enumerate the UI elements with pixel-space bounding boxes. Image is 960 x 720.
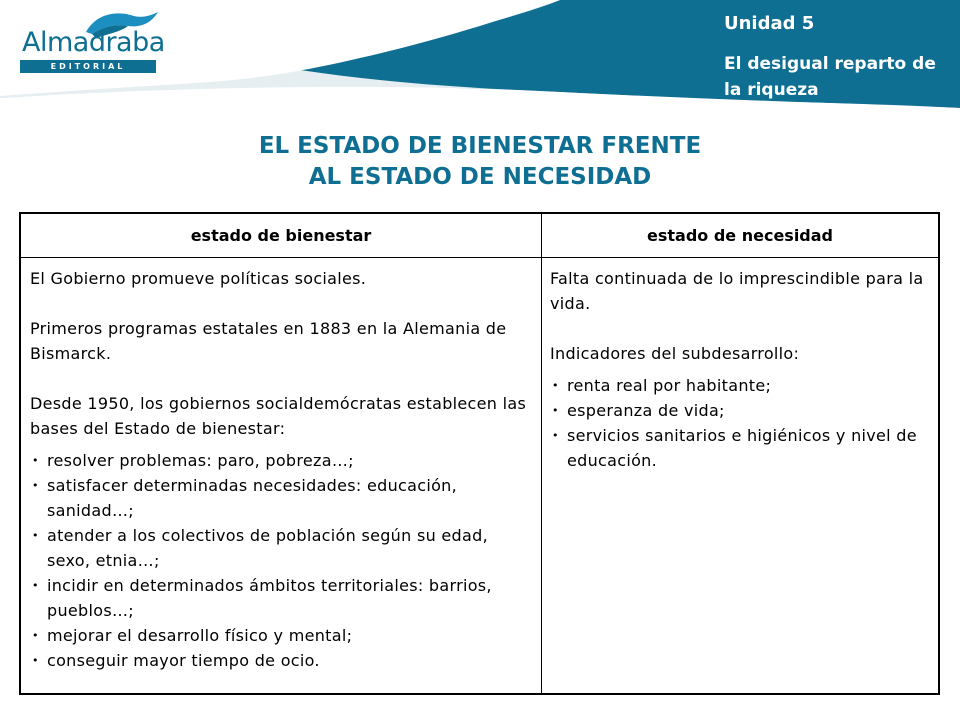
column-divider [541, 214, 542, 693]
list-item [550, 373, 932, 398]
bullet-icon: • [552, 379, 559, 392]
necesidad-list [550, 373, 932, 473]
bullet-icon: • [32, 454, 39, 467]
list-item-text: esperanza de vida; [567, 401, 725, 420]
column-header-bienestar: estado de bienestar [190, 226, 372, 245]
brand-subtitle: EDITORIAL [20, 60, 156, 73]
list-item-text: atender a los colectivos de población según su edad, sexo, etnia…; [47, 526, 488, 570]
list-item [30, 648, 535, 673]
bullet-icon: • [32, 629, 39, 642]
bienestar-list [30, 448, 535, 673]
cell-bienestar [30, 266, 535, 673]
paragraph: El Gobierno promueve políticas sociales. [30, 269, 367, 288]
list-item [30, 473, 535, 523]
paragraph: Falta continuada de lo imprescindible para la vida. [550, 269, 924, 313]
bullet-icon: • [552, 404, 559, 417]
list-item-text: conseguir mayor tiempo de ocio. [47, 651, 320, 670]
list-item-text: servicios sanitarios e higiénicos y nivel de educación. [567, 426, 917, 470]
column-header-necesidad: estado de necesidad [647, 226, 833, 245]
list-item-text: incidir en determinados ámbitos territoriales: barrios, pueblos…; [47, 576, 492, 620]
page-title-line-1: EL ESTADO DE BIENESTAR FRENTE [258, 133, 702, 159]
list-item [30, 448, 535, 473]
bullet-icon: • [32, 479, 39, 492]
paragraph: Indicadores del subdesarrollo: [550, 344, 800, 363]
bullet-icon: • [32, 579, 39, 592]
bullet-icon: • [32, 529, 39, 542]
list-item-text: resolver problemas: paro, pobreza…; [47, 451, 354, 470]
list-item [30, 523, 535, 573]
list-item [30, 623, 535, 648]
list-item-text: satisfacer determinadas necesidades: educación, sanidad…; [47, 476, 457, 520]
page-title-line-2: AL ESTADO DE NECESIDAD [308, 164, 652, 190]
list-item [550, 398, 932, 423]
list-item [550, 423, 932, 473]
bullet-icon: • [32, 654, 39, 667]
cell-necesidad [550, 266, 932, 473]
header-divider [21, 257, 938, 258]
page-title [0, 131, 960, 193]
paragraph: Desde 1950, los gobiernos socialdemócratas establecen las bases del Estado de bienestar: [30, 394, 527, 438]
unit-label: Unidad 5 [724, 13, 815, 34]
list-item [30, 573, 535, 623]
paragraph: Primeros programas estatales en 1883 en la Alemania de Bismarck. [30, 319, 507, 363]
list-item-text: renta real por habitante; [567, 376, 772, 395]
list-item-text: mejorar el desarrollo físico y mental; [47, 626, 353, 645]
brand-name: Almadraba [22, 27, 165, 58]
comparison-table [19, 212, 940, 695]
unit-topic: El desigual reparto de la riqueza [724, 54, 936, 100]
bullet-icon: • [552, 429, 559, 442]
